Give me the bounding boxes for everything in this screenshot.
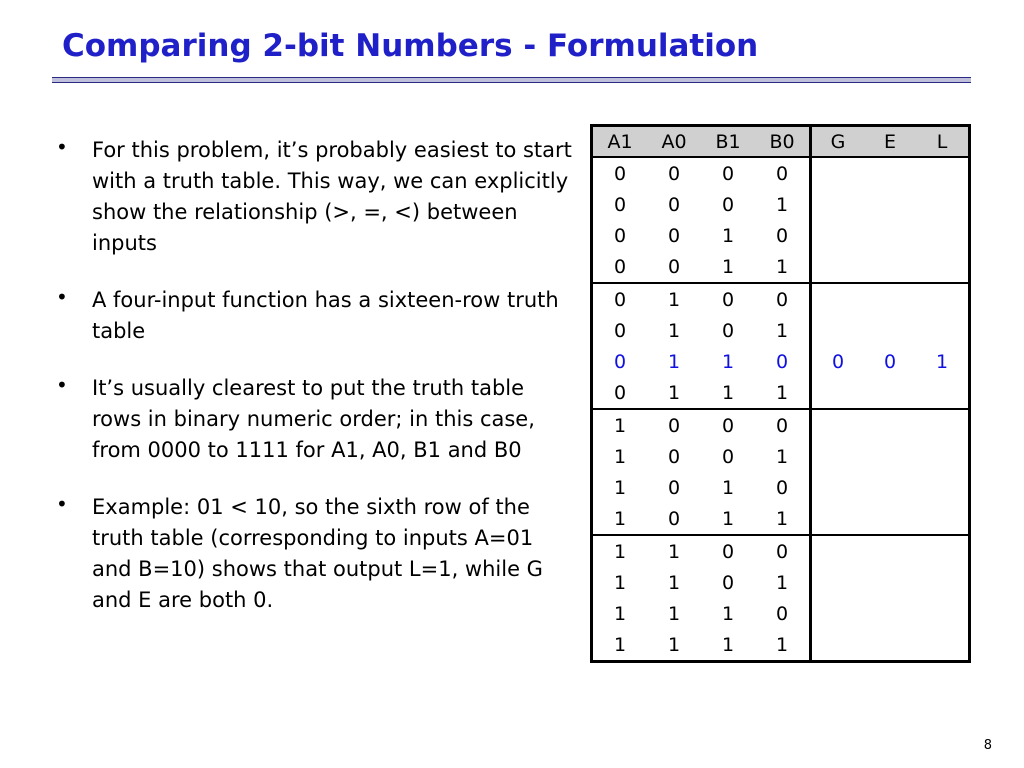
cell-e <box>864 315 916 346</box>
cell-g <box>811 441 865 472</box>
bullet-dot-icon: • <box>56 135 68 159</box>
cell-a0: 0 <box>647 251 701 283</box>
cell-a0: 0 <box>667 414 681 437</box>
cell-a0: 1 <box>667 571 681 594</box>
cell-b0: 1 <box>775 193 789 216</box>
cell-e <box>864 441 916 472</box>
cell-b0: 0 <box>775 476 789 499</box>
cell-a1: 0 <box>613 288 627 311</box>
cell-a1: 1 <box>613 414 627 437</box>
cell-b1: 0 <box>721 414 735 437</box>
table-row <box>592 598 970 629</box>
table-row <box>592 377 970 409</box>
cell-b0: 1 <box>775 633 789 656</box>
slide-title: Comparing 2-bit Numbers - Formulation <box>62 28 759 64</box>
cell-a0: 1 <box>667 350 681 373</box>
cell-b1: 0 <box>721 540 735 563</box>
table-row <box>592 535 970 567</box>
cell-a1: 0 <box>613 162 627 185</box>
bullet-text: A four-input function has a sixteen-row truth table <box>92 288 559 343</box>
cell-b1: 1 <box>721 476 735 499</box>
cell-a0: 1 <box>667 633 681 656</box>
cell-a0: 1 <box>667 319 681 342</box>
header-l: L <box>916 126 970 158</box>
cell-l <box>916 441 970 472</box>
cell-a1: 1 <box>613 602 627 625</box>
cell-g <box>811 409 865 441</box>
cell-g <box>811 283 865 315</box>
cell-e <box>864 535 916 567</box>
bullet-item <box>52 492 572 616</box>
cell-b1: 0 <box>721 571 735 594</box>
cell-g <box>811 377 865 409</box>
cell-a0: 0 <box>667 476 681 499</box>
table-row <box>592 441 970 472</box>
cell-e <box>864 503 916 535</box>
cell-g <box>811 220 865 251</box>
cell-e <box>864 251 916 283</box>
cell-l <box>916 409 970 441</box>
cell-b1: 1 <box>721 350 735 373</box>
cell-l <box>916 157 970 189</box>
table-row <box>592 409 970 441</box>
header-a1: A1 <box>592 126 648 158</box>
bullet-text: Example: 01 < 10, so the sixth row of the truth table (corresponding to inputs A=01 and B=10) shows that output L=1, while G and E are both 0. <box>92 495 543 612</box>
cell-e <box>864 157 916 189</box>
cell-e <box>864 472 916 503</box>
cell-g <box>811 629 865 662</box>
bullet-list <box>52 135 572 642</box>
cell-a0: 1 <box>667 602 681 625</box>
cell-b0: 1 <box>755 251 811 283</box>
header-b0: B0 <box>755 126 811 158</box>
truth-table-body <box>592 157 970 662</box>
cell-a0: 1 <box>667 540 681 563</box>
cell-l <box>916 315 970 346</box>
bullet-dot-icon: • <box>56 373 68 397</box>
cell-b1: 1 <box>701 377 755 409</box>
cell-g: 0 <box>811 346 865 377</box>
cell-a1: 1 <box>592 503 648 535</box>
bullet-dot-icon: • <box>56 492 68 516</box>
cell-a0: 0 <box>667 224 681 247</box>
cell-g <box>811 472 865 503</box>
page-number: 8 <box>983 738 992 753</box>
truth-table-header-row <box>592 126 970 158</box>
cell-a1: 0 <box>592 377 648 409</box>
cell-l <box>916 189 970 220</box>
cell-e <box>864 409 916 441</box>
cell-e <box>864 377 916 409</box>
table-row <box>592 315 970 346</box>
cell-b1: 1 <box>721 602 735 625</box>
cell-l <box>916 535 970 567</box>
cell-b0: 0 <box>775 602 789 625</box>
cell-a0: 0 <box>667 162 681 185</box>
table-row <box>592 251 970 283</box>
table-row <box>592 346 970 377</box>
bullet-text: It’s usually clearest to put the truth table rows in binary numeric order; in this case, from 0000 to 1111 for A1, A0, B1 and B0 <box>92 376 535 462</box>
cell-a1: 1 <box>613 476 627 499</box>
cell-g <box>811 251 865 283</box>
cell-b0: 0 <box>775 288 789 311</box>
cell-a1: 1 <box>613 540 627 563</box>
cell-b0: 0 <box>775 540 789 563</box>
cell-a1: 1 <box>613 571 627 594</box>
cell-b0: 1 <box>755 503 811 535</box>
cell-g <box>811 157 865 189</box>
truth-table <box>590 124 971 663</box>
table-row <box>592 283 970 315</box>
cell-l <box>916 472 970 503</box>
cell-a1: 1 <box>613 445 627 468</box>
bullet-item <box>52 285 572 347</box>
cell-b1: 0 <box>721 319 735 342</box>
cell-b0: 0 <box>775 414 789 437</box>
cell-b0: 0 <box>775 162 789 185</box>
cell-b1: 1 <box>721 633 735 656</box>
cell-b1: 1 <box>721 224 735 247</box>
table-row <box>592 472 970 503</box>
cell-e <box>864 189 916 220</box>
cell-b0: 1 <box>775 319 789 342</box>
cell-l <box>916 629 970 662</box>
header-a0: A0 <box>647 126 701 158</box>
bullet-dot-icon: • <box>56 285 68 309</box>
table-row <box>592 220 970 251</box>
cell-l <box>916 503 970 535</box>
cell-b0: 1 <box>775 571 789 594</box>
cell-b1: 1 <box>701 503 755 535</box>
cell-b0: 0 <box>775 350 789 373</box>
bullet-text: For this problem, it’s probably easiest to start with a truth table. This way, we can explicitly show the relationship (>, =, <) between inputs <box>92 138 572 255</box>
cell-a0: 0 <box>647 503 701 535</box>
title-underline-rule <box>52 77 971 83</box>
cell-e: 0 <box>883 350 897 373</box>
cell-b1: 1 <box>701 251 755 283</box>
cell-l <box>916 598 970 629</box>
cell-g <box>811 535 865 567</box>
cell-a0: 0 <box>667 193 681 216</box>
cell-b1: 0 <box>721 193 735 216</box>
header-b1: B1 <box>701 126 755 158</box>
cell-e <box>864 567 916 598</box>
table-row <box>592 503 970 535</box>
cell-g <box>811 503 865 535</box>
cell-l <box>916 220 970 251</box>
header-e: E <box>864 126 916 158</box>
cell-e <box>864 629 916 662</box>
cell-e <box>864 283 916 315</box>
cell-g <box>811 598 865 629</box>
cell-a1: 0 <box>613 350 627 373</box>
table-row <box>592 189 970 220</box>
cell-l <box>916 283 970 315</box>
cell-a1: 1 <box>613 633 627 656</box>
cell-a1: 0 <box>613 224 627 247</box>
cell-l <box>916 377 970 409</box>
cell-l: 1 <box>935 350 949 373</box>
cell-a0: 1 <box>647 377 701 409</box>
cell-a1: 0 <box>592 251 648 283</box>
cell-b0: 0 <box>775 224 789 247</box>
cell-g <box>811 567 865 598</box>
cell-l <box>916 251 970 283</box>
table-row <box>592 629 970 662</box>
cell-g <box>811 315 865 346</box>
cell-b1: 0 <box>721 162 735 185</box>
cell-e <box>864 220 916 251</box>
cell-a1: 0 <box>613 319 627 342</box>
cell-a1: 0 <box>613 193 627 216</box>
cell-g <box>811 189 865 220</box>
cell-a0: 0 <box>667 445 681 468</box>
cell-b1: 0 <box>721 445 735 468</box>
cell-e <box>864 598 916 629</box>
cell-a0: 1 <box>667 288 681 311</box>
header-g: G <box>811 126 865 158</box>
bullet-item <box>52 135 572 259</box>
cell-b0: 1 <box>755 377 811 409</box>
table-row <box>592 567 970 598</box>
bullet-item <box>52 373 572 466</box>
cell-l <box>916 567 970 598</box>
cell-b0: 1 <box>775 445 789 468</box>
table-row <box>592 157 970 189</box>
cell-b1: 0 <box>721 288 735 311</box>
